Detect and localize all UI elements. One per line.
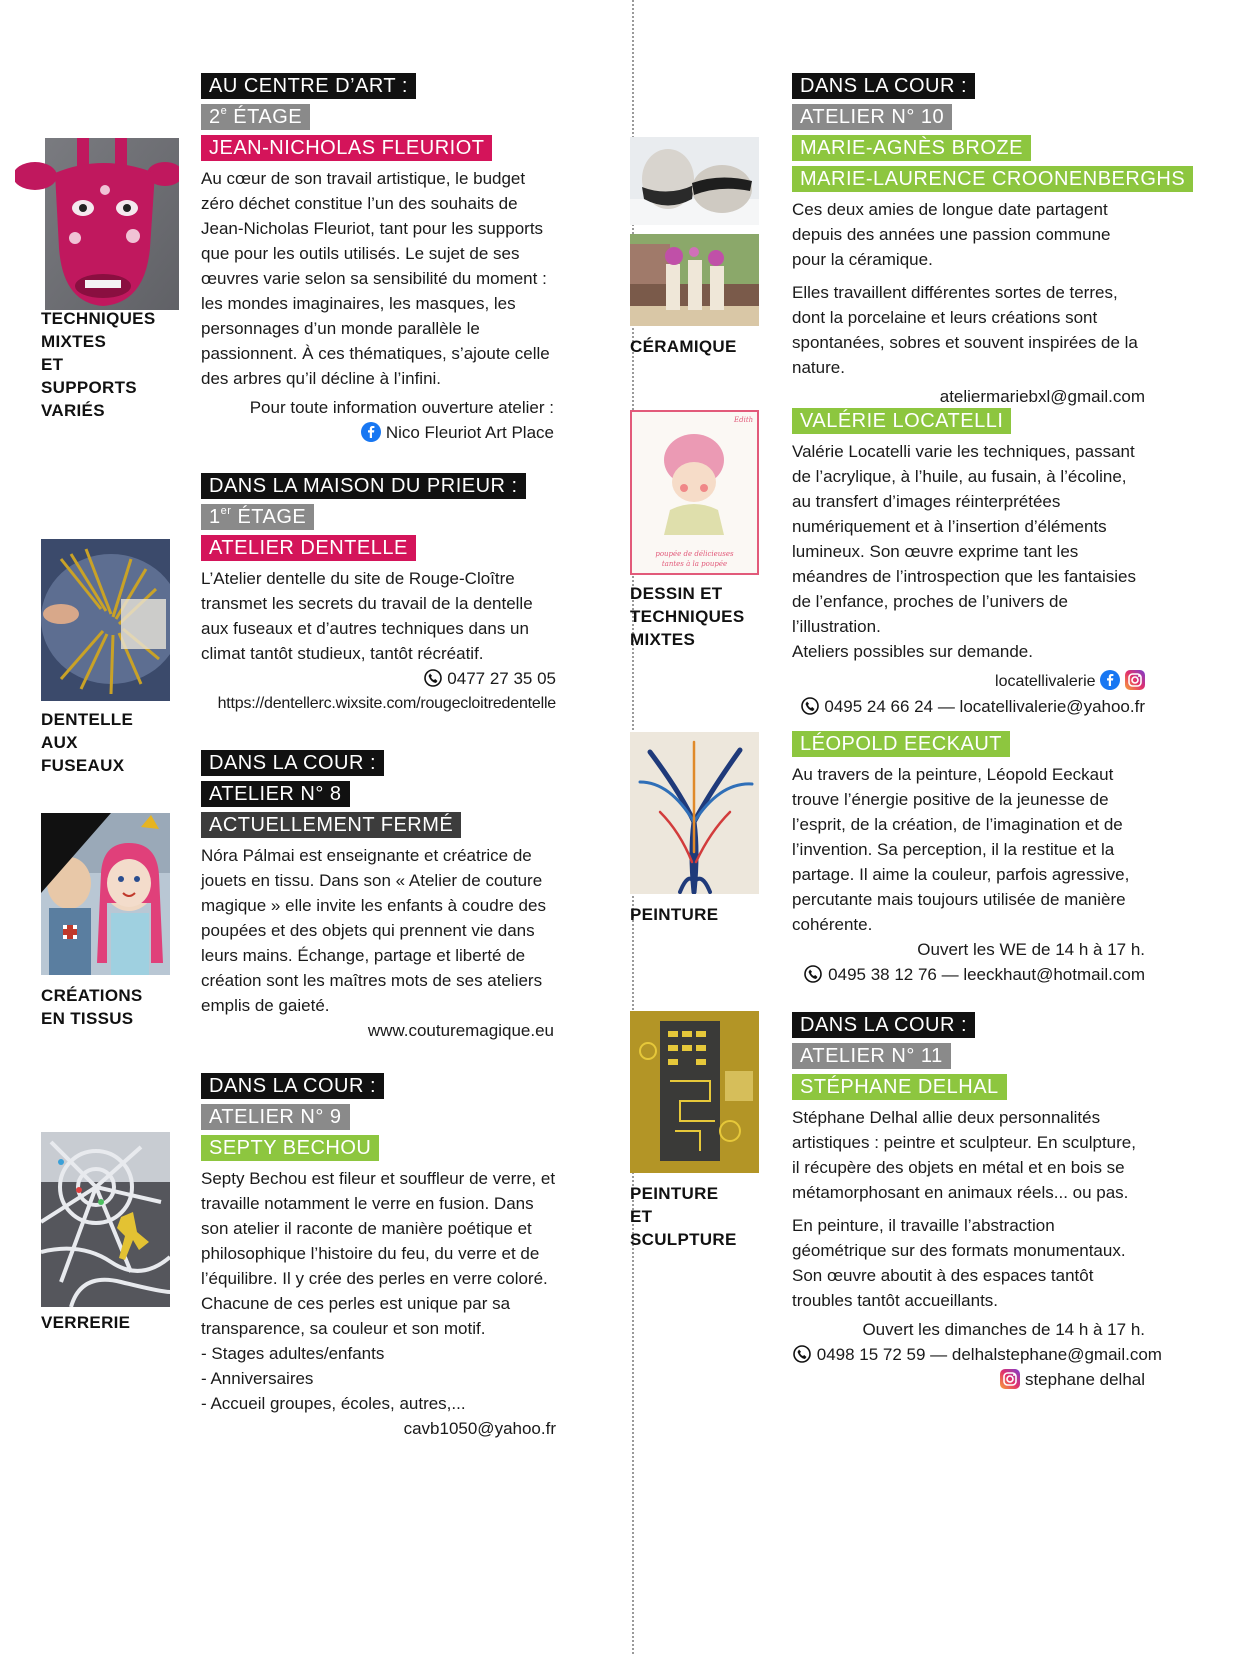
tree-painting-artwork — [630, 732, 759, 894]
list-item: - Anniversaires — [201, 1369, 314, 1388]
website-link[interactable]: www.couturemagique.eu — [367, 1021, 554, 1040]
painting-caption: tantes à la poupée — [661, 560, 728, 568]
website-link[interactable]: https://dentellerc.wixsite.com/rougecloitredentelle — [217, 695, 556, 712]
watercolor-portrait-artwork — [630, 410, 759, 575]
phone-number: 0477 27 35 05 — [201, 666, 556, 691]
instagram-icon — [1125, 670, 1145, 690]
description: En peinture, il travaille l’abstraction géométrique sur des formats monumentaux. Son œuvre aboutit à des espaces tantôt troubles tantôt accueillants. — [792, 1216, 1126, 1310]
description: Nóra Pálmai est enseignante et créatrice de jouets en tissu. Dans son « Atelier de couture magique » elle invite les enfants à coudre des poupées et des objets qui prennent vie dans leurs mains. Échange, partage et liberté de création sont les maîtres mots de ses ateliers emplis de gaieté. — [201, 846, 546, 1015]
location-tag: DANS LA MAISON DU PRIEUR : — [201, 473, 526, 499]
description: Au cœur de son travail artistique, le budget zéro déchet constitue l’un des souhaits de Jean-Nicholas Fleuriot, tant pour les supports que pour les outils utilisés. Le sujet de ses œuvres varie selon sa sensibilité du moment : les mondes imaginaires, les masques, les personnages d’un monde parallèle le passionnent. À ces thématiques, s’ajoute celle des arbres qu’il décline à l’infini. — [201, 169, 550, 388]
description: Valérie Locatelli varie les techniques, passant de l’acrylique, à l’huile, au fusain, à l’écoline, au transfert d’images réinterprétées numériquement et à l’insertion d’éléments lumineux. Son œuvre exprime tant les méandres de l’introspection que les fantaisies de l’enfance, proches de l’univers de l’illustration. — [792, 442, 1136, 636]
description: Septy Bechou est fileur et souffleur de verre, et travaille notamment le verre en fusion. Dans son atelier il raconte de manière poétique et philosophique l’histoire du feu, du verre et de l’équilibre. Il y crée des perles en verre coloré. Chacune de ces perles est unique par sa transparence, sa couleur et son motif. — [201, 1169, 556, 1338]
giraffe-mask-artwork — [15, 138, 179, 310]
category-label: VERRERIE — [41, 1313, 131, 1332]
opening-hours: Ouvert les WE de 14 h à 17 h. — [917, 940, 1145, 959]
artist-name-tag: STÉPHANE DELHAL — [792, 1074, 1007, 1100]
email-link[interactable]: cavb1050@yahoo.fr — [403, 1419, 556, 1438]
artist-name-tag: SEPTY BECHOU — [201, 1135, 379, 1161]
atelier-number-tag: ATELIER N° 10 — [792, 104, 952, 130]
phone-icon — [423, 668, 443, 688]
category-label: CRÉATIONS EN TISSUS — [41, 986, 143, 1028]
description: Ces deux amies de longue date partagent depuis des années une passion commune pour la céramique. — [792, 200, 1111, 269]
instagram-link[interactable]: stephane delhal — [792, 1367, 1145, 1392]
description: Ateliers possibles sur demande. — [792, 642, 1033, 661]
instagram-icon — [1000, 1369, 1020, 1389]
phone-number: 0495 38 12 76 — leeckhaut@hotmail.com — [792, 962, 1145, 987]
facebook-link[interactable]: Nico Fleuriot Art Place — [201, 420, 554, 445]
atelier-name-tag: ATELIER DENTELLE — [201, 535, 416, 561]
list-item: - Accueil groupes, écoles, autres,... — [201, 1394, 466, 1413]
location-tag: DANS LA COUR : — [792, 73, 975, 99]
status-tag: ACTUELLEMENT FERMÉ — [201, 812, 461, 838]
fabric-dolls-photo — [41, 813, 170, 975]
category-label: TECHNIQUES MIXTES ET SUPPORTS VARIÉS — [41, 309, 156, 420]
artist-name-tag: JEAN-NICHOLAS FLEURIOT — [201, 135, 492, 161]
contact-info-label: Pour toute information ouverture atelier : — [249, 398, 554, 417]
phone-icon — [792, 1344, 812, 1364]
painting-caption: Edith — [734, 416, 754, 424]
location-tag: DANS LA COUR : — [201, 1073, 384, 1099]
painting-caption: poupée de délicieuses — [655, 550, 734, 558]
description: L’Atelier dentelle du site de Rouge-Cloître transmet les secrets du travail de la dentelle aux fuseaux et d’autres techniques dans un climat tantôt studieux, tantôt récréatif. — [201, 569, 533, 663]
geometric-painting-artwork — [630, 1011, 759, 1173]
phone-icon — [800, 696, 820, 716]
location-tag: DANS LA COUR : — [201, 750, 384, 776]
vases-flowers-photo — [630, 234, 759, 326]
floor-tag: 2e ÉTAGE — [201, 104, 310, 130]
phone-number: 0495 24 66 24 — locatellivalerie@yahoo.fr — [792, 694, 1145, 719]
artist-name-tag: VALÉRIE LOCATELLI — [792, 408, 1011, 434]
social-link[interactable]: locatellivalerie — [792, 668, 1145, 694]
description: Stéphane Delhal allie deux personnalités artistiques : peintre et sculpteur. En sculpture, il récupère des objets en métal et en bois se métamorphosant en animaux réels... ou pas. — [792, 1108, 1136, 1202]
facebook-icon — [1100, 670, 1120, 690]
list-item: - Stages adultes/enfants — [201, 1344, 385, 1363]
artist-name-tag: LÉOPOLD EECKAUT — [792, 731, 1010, 757]
atelier-number-tag: ATELIER N° 8 — [201, 781, 350, 807]
category-label: DESSIN ET TECHNIQUES MIXTES — [630, 584, 745, 649]
category-label: DENTELLE AUX FUSEAUX — [41, 710, 134, 775]
atelier-number-tag: ATELIER N° 11 — [792, 1043, 951, 1069]
location-tag: DANS LA COUR : — [792, 1012, 975, 1038]
description: Au travers de la peinture, Léopold Eeckaut trouve l’énergie positive de la jeunesse de l’esprit, de la création, de l’imagination et de l’invention. Sa perception, il la restitue et la partage. Il aime la couleur, parfois agressive, percutante mais toujours utilisée de manière cohérente. — [792, 765, 1130, 934]
email-link[interactable]: ateliermariebxl@gmail.com — [939, 387, 1145, 406]
floor-tag: 1er ÉTAGE — [201, 504, 314, 530]
glass-web-photo — [41, 1132, 170, 1307]
artist-name-tag: MARIE-AGNÈS BROZE — [792, 135, 1031, 161]
category-label: PEINTURE ET SCULPTURE — [630, 1184, 737, 1249]
bobbin-lace-photo — [41, 539, 170, 701]
phone-number: 0498 15 72 59 — delhalstephane@gmail.com — [792, 1342, 1145, 1367]
atelier-number-tag: ATELIER N° 9 — [201, 1104, 350, 1130]
category-label: PEINTURE — [630, 905, 719, 924]
artist-name-tag: MARIE-LAURENCE CROONENBERGHS — [792, 166, 1193, 192]
opening-hours: Ouvert les dimanches de 14 h à 17 h. — [862, 1320, 1145, 1339]
location-tag: AU CENTRE D’ART : — [201, 73, 416, 99]
phone-icon — [803, 964, 823, 984]
description: Elles travaillent différentes sortes de terres, dont la porcelaine et leurs créations sont spontanées, sobres et souvent inspirées de la nature. — [792, 283, 1138, 377]
category-label: CÉRAMIQUE — [630, 337, 737, 356]
ceramic-bowls-photo — [630, 137, 759, 225]
facebook-icon — [361, 422, 381, 442]
